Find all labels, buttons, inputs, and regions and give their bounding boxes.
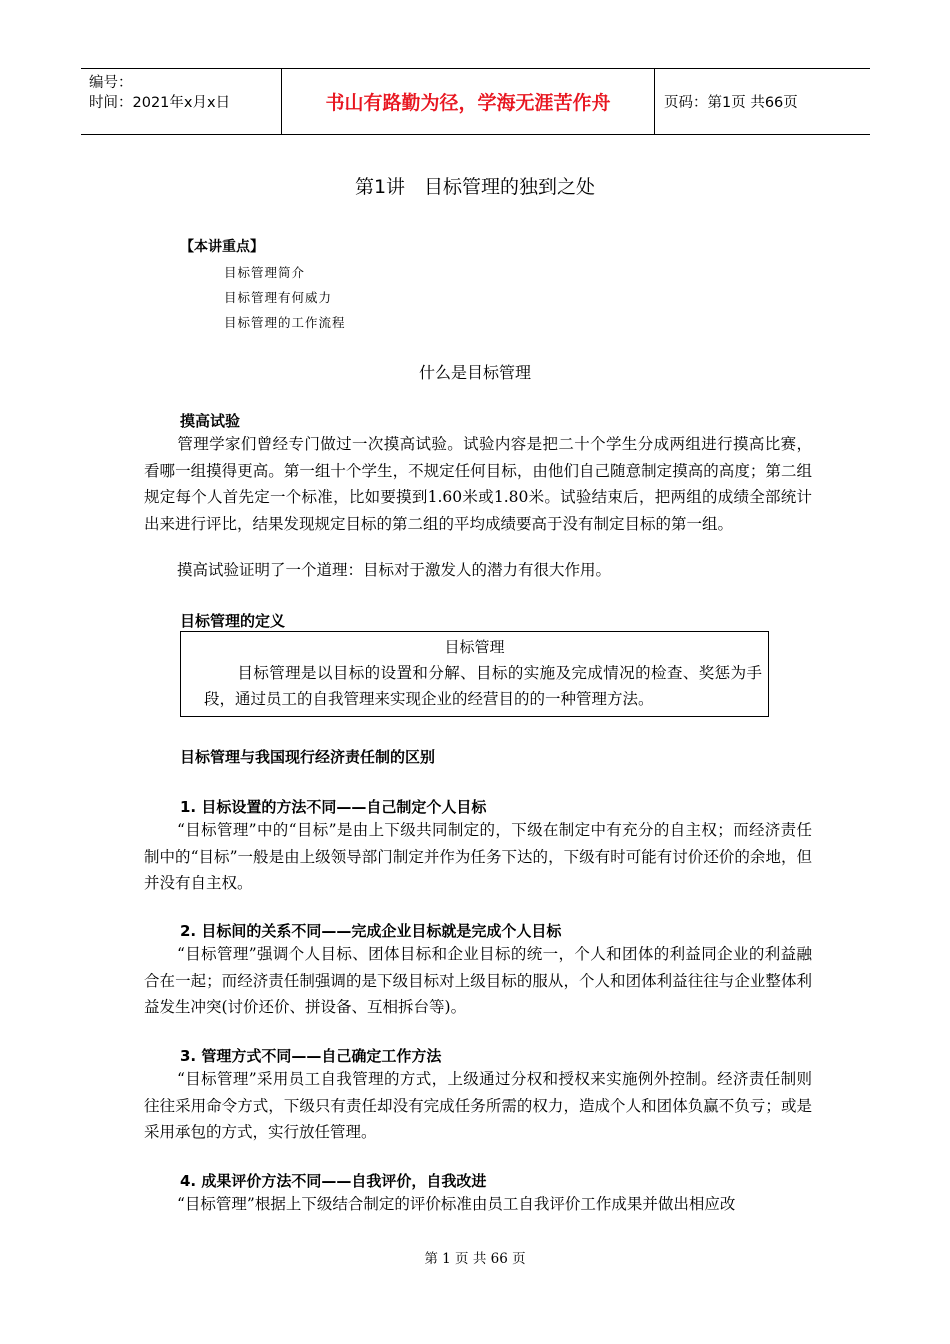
document-header xyxy=(81,68,870,135)
definition-heading: 目标管理的定义 xyxy=(180,612,286,630)
section-title: 什么是目标管理 xyxy=(418,363,531,382)
difference-section-title: 4. 成果评价方法不同——自我评价，自我改进 xyxy=(180,1172,487,1190)
key-point-item: 目标管理简介 xyxy=(224,265,306,280)
key-points-heading: 【本讲重点】 xyxy=(180,239,264,255)
experiment-conclusion: 摸高试验证明了一个道理：目标对于激发人的潜力有很大作用。 xyxy=(177,561,612,579)
header-motto: 书山有路勤为径，学海无涯苦作舟 xyxy=(282,69,655,134)
difference-section-text: “目标管理”强调个人目标、团体目标和企业目标的统一，个人和团体的利益同企业的利益融合在一起；而经济责任制强调的是下级目标对上级目标的服从，个人和团体利益往往与企业整体利益发生冲突(讨价还价、拼设备、互相拆台等)。 xyxy=(144,945,812,1016)
experiment-paragraph: 管理学家们曾经专门做过一次摸高试验。试验内容是把二十个学生分成两组进行摸高比赛，看哪一组摸得更高。第一组十个学生，不规定任何目标，由他们自己随意制定摸高的高度；第二组规定每个人首先定一个标准，比如要摸到1.60米或1.80米。试验结束后，把两组的成绩全部统计出来进行评比，结果发现规定目标的第二组的平均成绩要高于没有制定目标的第一组。 xyxy=(144,435,812,533)
date-label: 时间：2021年x月x日 xyxy=(89,95,231,111)
key-point-item: 目标管理有何威力 xyxy=(224,290,333,305)
difference-section-title: 3. 管理方式不同——自己确定工作方法 xyxy=(180,1047,442,1065)
code-label: 编号： xyxy=(89,75,133,91)
difference-section-title: 1. 目标设置的方法不同——自己制定个人目标 xyxy=(180,798,487,816)
definition-box-title: 目标管理 xyxy=(444,638,505,656)
key-point-item: 目标管理的工作流程 xyxy=(224,315,346,330)
header-page-info: 页码：第1页 共66页 xyxy=(664,95,798,111)
page-footer: 第 1 页 共 66 页 xyxy=(424,1251,526,1267)
definition-box-text: 目标管理是以目标的设置和分解、目标的实施及完成情况的检查、奖惩为手段，通过员工的自我管理来实现企业的经营目的的一种管理方法。 xyxy=(204,664,762,708)
difference-heading: 目标管理与我国现行经济责任制的区别 xyxy=(180,748,436,766)
header-meta xyxy=(81,69,282,134)
difference-section-text: “目标管理”根据上下级结合制定的评价标准由员工自我评价工作成果并做出相应改 xyxy=(177,1195,736,1213)
difference-section-title: 2. 目标间的关系不同——完成企业目标就是完成个人目标 xyxy=(180,922,562,940)
difference-section-text: “目标管理”采用员工自我管理的方式，上级通过分权和授权来实施例外控制。经济责任制则往往采用命令方式，下级只有责任却没有完成任务所需的权力，造成个人和团体负赢不负亏；或是采用承包的方式，实行放任管理。 xyxy=(144,1070,812,1141)
experiment-heading: 摸高试验 xyxy=(180,412,241,430)
difference-section-text: “目标管理”中的“目标”是由上下级共同制定的，下级在制定中有充分的自主权；而经济责任制中的“目标”一般是由上级领导部门制定并作为任务下达的，下级有时可能有讨价还价的余地，但并没有自主权。 xyxy=(144,821,812,892)
definition-box xyxy=(180,631,769,717)
page-title: 第1讲 目标管理的独到之处 xyxy=(354,176,596,198)
